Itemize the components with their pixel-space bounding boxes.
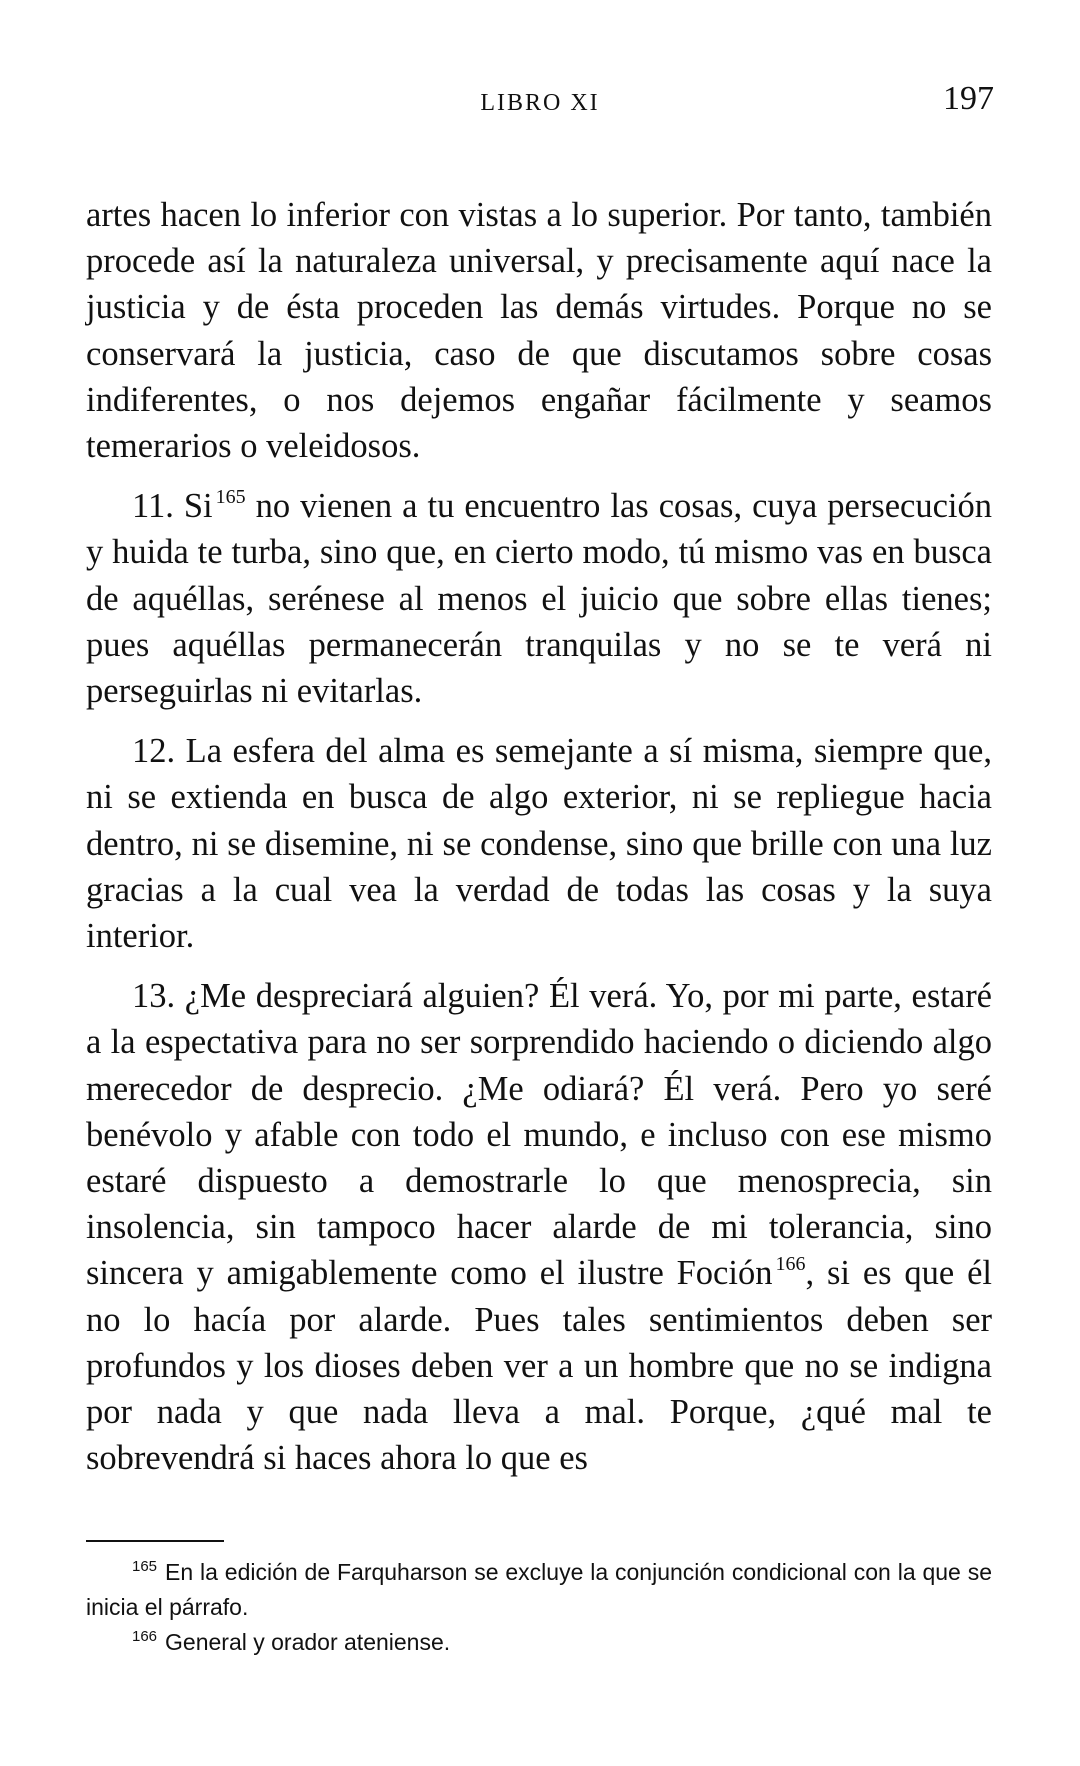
paragraph-13-text: , si es que él no lo hacía por alarde. Pues tales sentimientos deben ser profundos y los dioses deben ver a un hombre que no se indigna por nada y que nada lleva a mal. Porque, ¿qué mal te sobrevendrá si haces ahora lo que es: [86, 1254, 992, 1478]
paragraph-11-opening: 11. Si: [132, 487, 213, 526]
paragraph-11: [86, 483, 992, 714]
paragraph-12: 12. La esfera del alma es semejante a sí misma, siempre que, ni se extienda en busca de algo exterior, ni se repliegue hacia dentro, ni se disemine, ni se condense, sino que brille con una luz gracias a la cual vea la verdad de todas las cosas y la suya interior.: [86, 732, 992, 956]
footnotes: [86, 1555, 992, 1660]
footnote-ref-166[interactable]: 166: [775, 1253, 806, 1276]
footnote-165: [86, 1555, 992, 1625]
footnote-text: General y orador ateniense.: [165, 1629, 451, 1655]
footnote-ref-165[interactable]: 165: [215, 486, 246, 509]
footnote-text: En la edición de Farquharson se excluye la conjunción condicional con la que se inicia el párrafo.: [86, 1559, 992, 1620]
footnote-number: 166: [132, 1628, 158, 1645]
paragraph-13: [86, 973, 992, 1481]
paragraph-11-text: no vienen a tu encuentro las cosas, cuya persecución y huida te turba, sino que, en cierto modo, tú mismo vas en busca de aquéllas, serénese al menos el juicio que sobre ellas tienes; pues aquéllas permanecerán tranquilas y no se te verá ni perseguirlas ni evitarlas.: [86, 487, 992, 711]
footnote-166: [86, 1625, 992, 1660]
footnote-divider: [86, 1540, 224, 1542]
running-head: [86, 78, 994, 128]
paragraph-continuation: artes hacen lo inferior con vistas a lo superior. Por tanto, también procede así la naturaleza universal, y precisamente aquí nace la justicia y de ésta proceden las demás virtudes. Porque no se conservará la justicia, caso de que discutamos sobre cosas indiferentes, o nos dejemos engañar fácilmente y seamos temerarios o veleidosos.: [86, 196, 992, 466]
main-text: [86, 192, 992, 1481]
running-title: LIBRO XI: [480, 90, 600, 116]
page-number: 197: [943, 80, 994, 117]
footnote-number: 165: [132, 1558, 158, 1575]
paragraph-13-opening: 13. ¿Me despreciará alguien? Él verá. Yo, por mi parte, estaré a la espectativa para no ser sorprendido haciendo o diciendo algo merecedor de desprecio. ¿Me odiará? Él verá. Pero yo seré benévolo y afable con todo el mundo, e incluso con ese mismo estaré dispuesto a demostrarle lo que menosprecia, sin insolencia, sin tampoco hacer alarde de mi tolerancia, sino sincera y amigablemente como el ilustre Foción: [86, 977, 992, 1293]
